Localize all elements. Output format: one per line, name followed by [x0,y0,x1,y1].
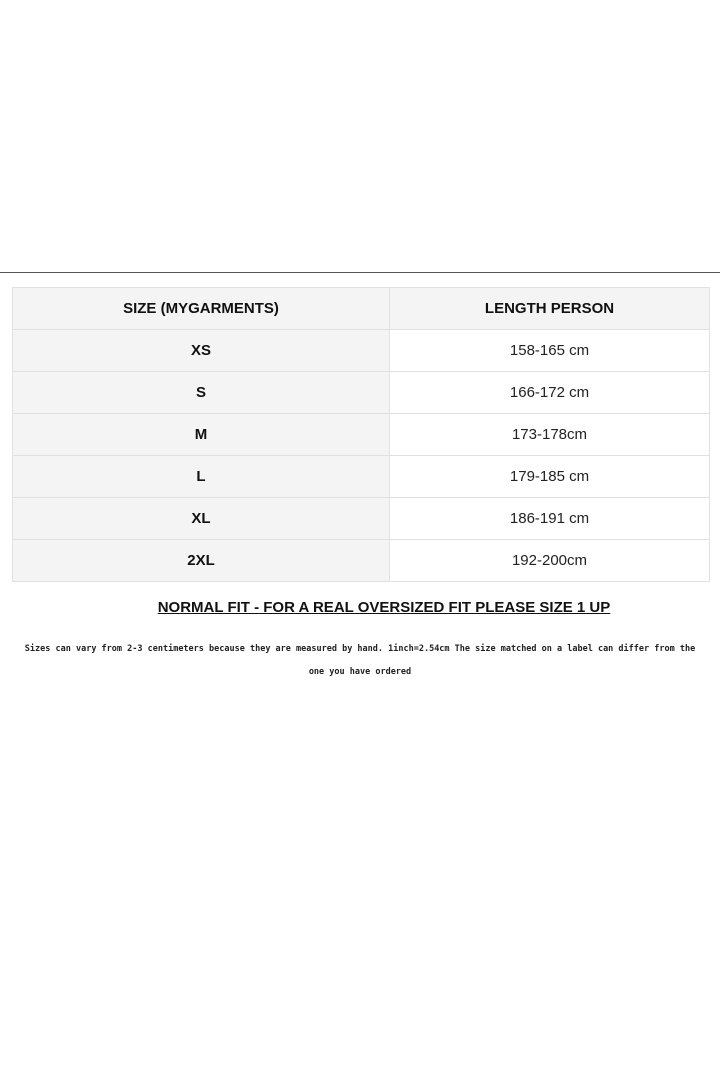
length-column-header: LENGTH PERSON [390,288,710,330]
length-cell: 179-185 cm [390,456,710,498]
size-cell: 2XL [13,540,390,582]
fit-note: NORMAL FIT - FOR A REAL OVERSIZED FIT PLEASE SIZE 1 UP [157,599,611,616]
table-row [13,540,710,582]
table-row [13,456,710,498]
length-cell: 166-172 cm [390,372,710,414]
table-row [13,498,710,540]
size-cell: XL [13,498,390,540]
size-column-header: SIZE (MYGARMENTS) [13,288,390,330]
length-cell: 173-178cm [390,414,710,456]
length-cell: 186-191 cm [390,498,710,540]
table-row [13,330,710,372]
table-header-row [13,288,710,330]
measurement-disclaimer: Sizes can vary from 2-3 centimeters because they are measured by hand. 1inch=2.54cm The size matched on a label can differ from the one you have ordered [24,644,696,677]
table-row [13,372,710,414]
size-chart-table [12,287,710,582]
size-cell: XS [13,330,390,372]
top-divider [0,272,720,273]
size-cell: S [13,372,390,414]
size-cell: M [13,414,390,456]
length-cell: 192-200cm [390,540,710,582]
table-row [13,414,710,456]
length-cell: 158-165 cm [390,330,710,372]
size-cell: L [13,456,390,498]
